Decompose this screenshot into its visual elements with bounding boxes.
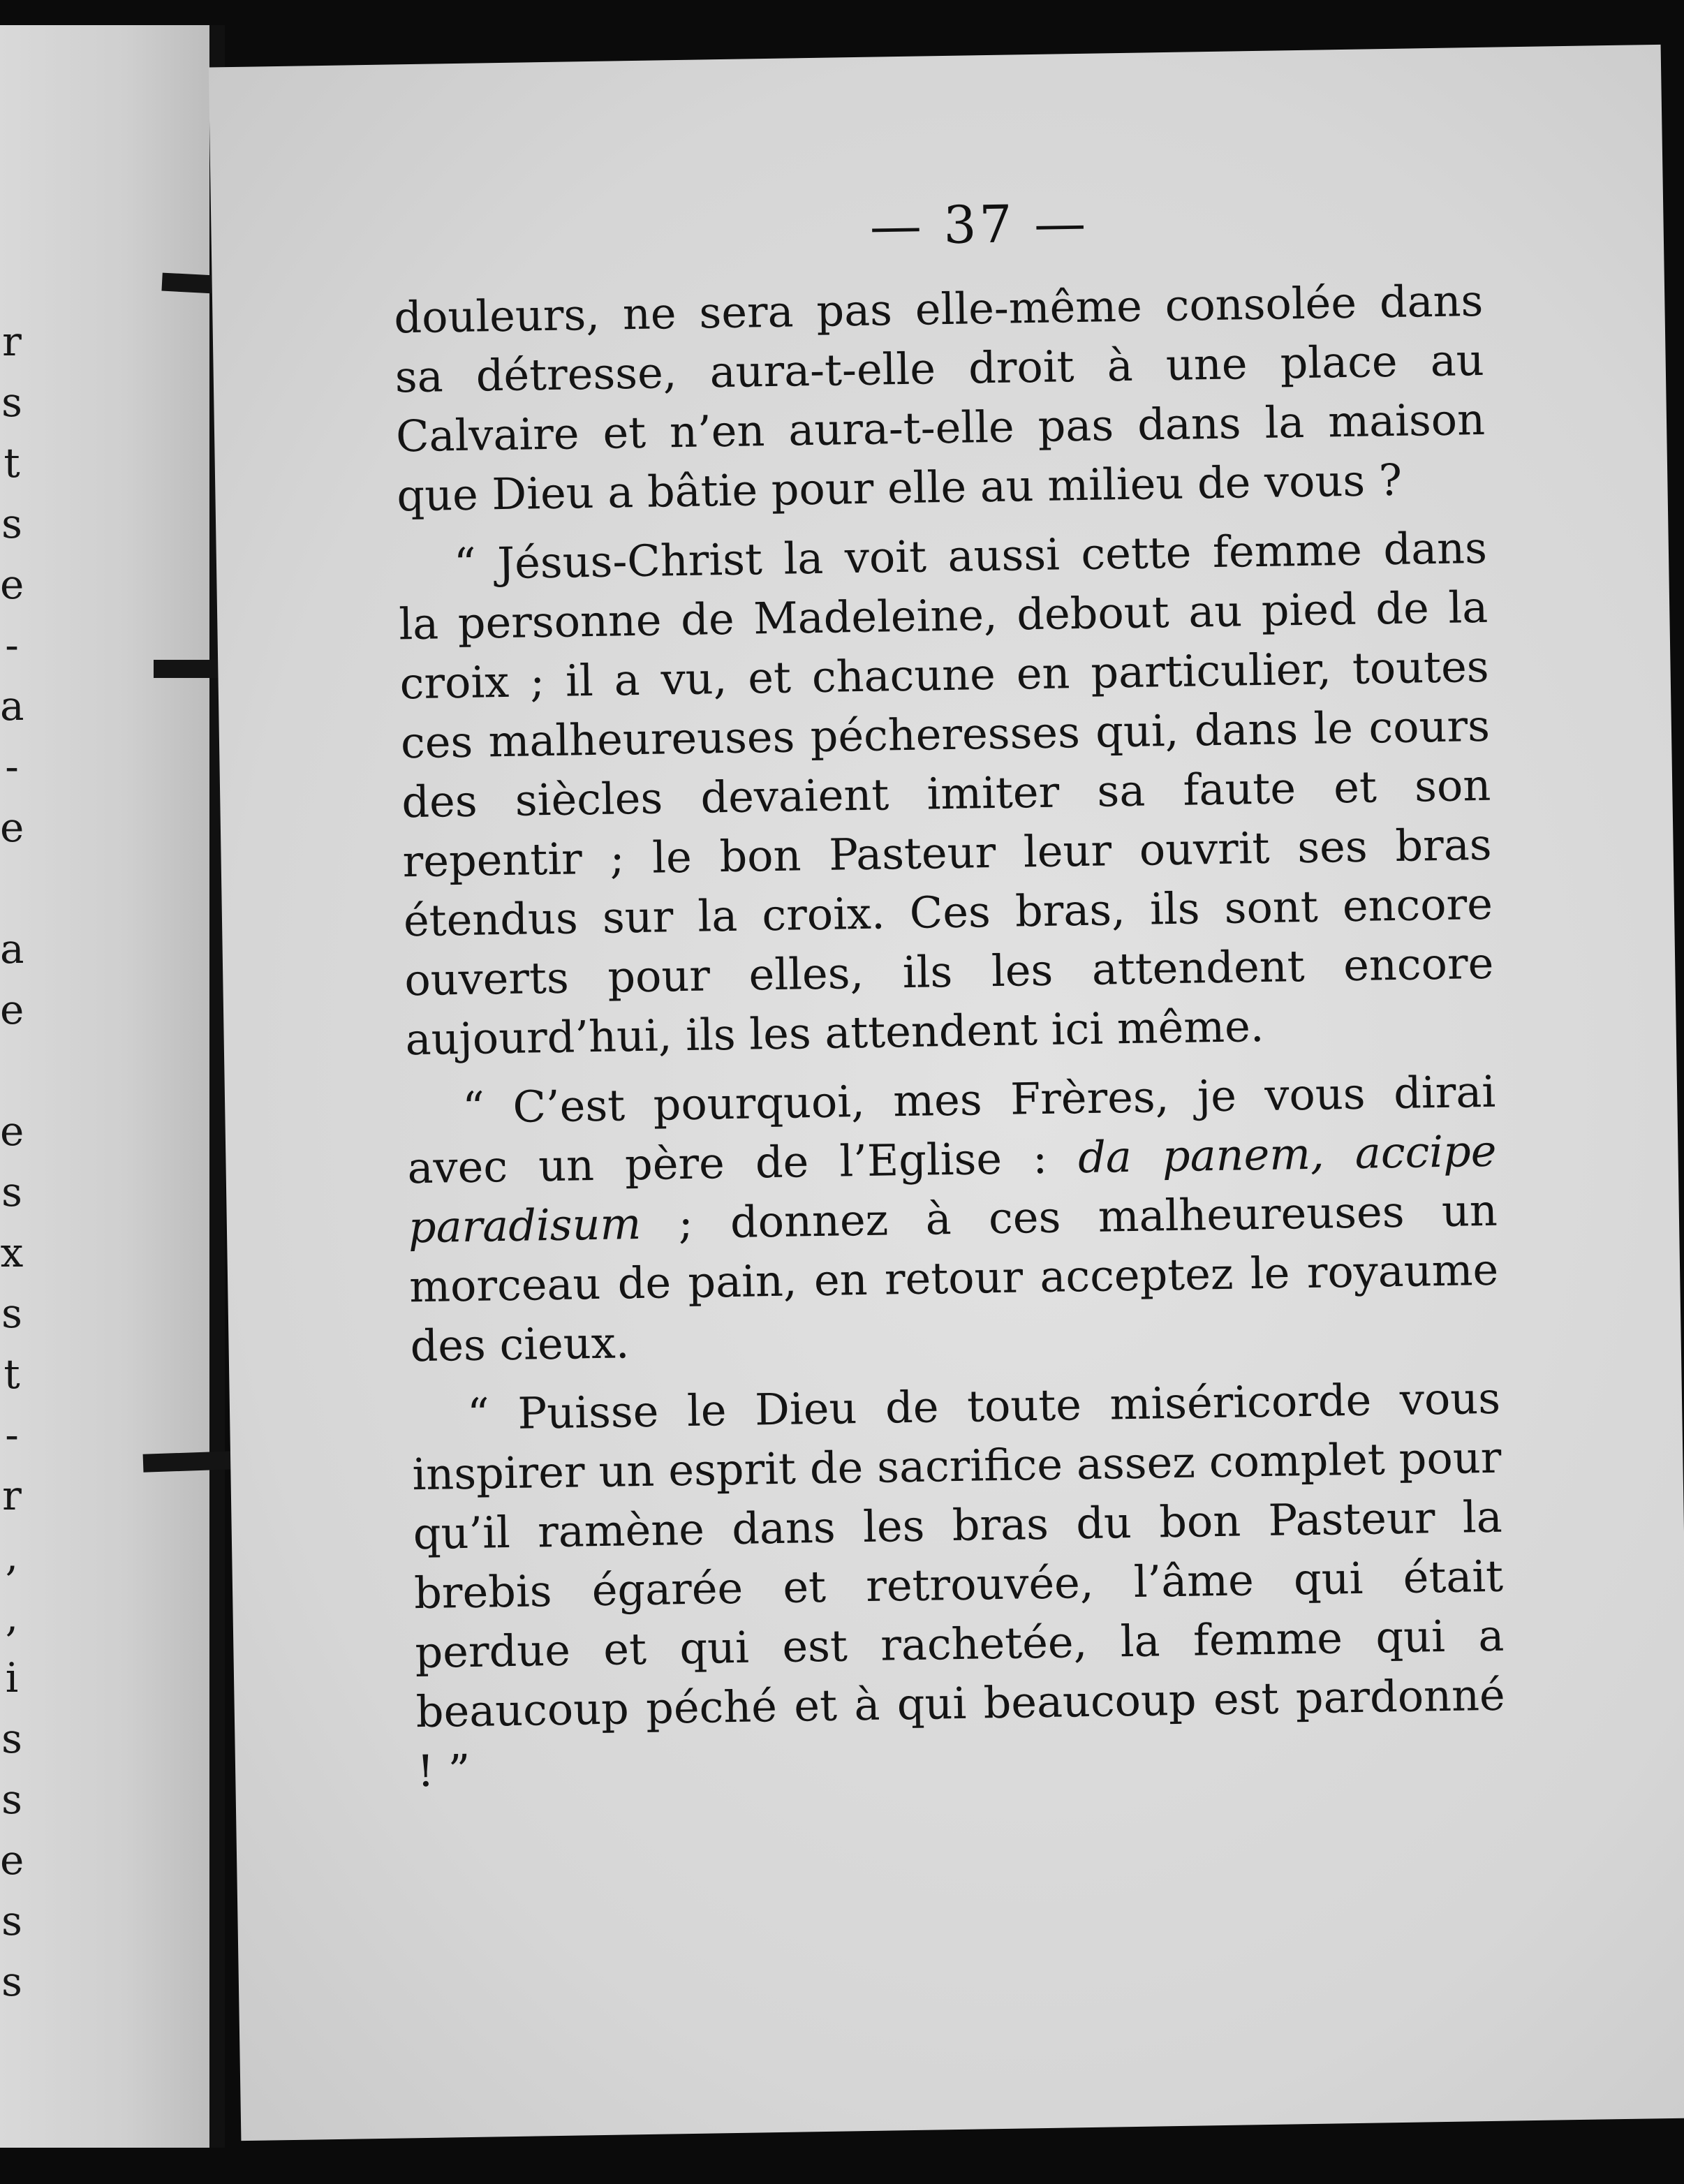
paragraph: “ Jésus-Christ la voit aussi cette femme dans la personne de Madeleine, debout au pied de la croix ; il a vu, et chacune en particulier, toutes ces malheureuses pécheresses qui, dans le cours des siècles devaient imiter sa faute et son repentir ; le bon Pasteur leur ouvrit ses bras étendus sur la croix. Ces bras, ils sont encore ouverts pour elles, ils les attendent encore aujourd’hui, ils les attendent ici même. bbox=[398, 522, 1494, 1065]
left-page-fragment: - bbox=[5, 743, 19, 790]
left-page-fragment: s bbox=[1, 1776, 22, 1823]
left-page-fragment: a bbox=[0, 925, 24, 973]
left-page-fragment: s bbox=[1, 1290, 22, 1337]
left-page-fragment: s bbox=[1, 1168, 22, 1216]
left-page-fragment: e bbox=[0, 804, 24, 851]
left-page-fragment bbox=[0, 1040, 24, 1101]
paragraph-text: ; donnez à ces malheureuses un morceau de pain, en retour acceptez le royaume des cieux. bbox=[408, 1184, 1499, 1372]
left-page-fragment: i bbox=[5, 1654, 19, 1702]
paragraph-text: “ C’est pourquoi, mes Frères, je vous dirai avec un père de l’Eglise : bbox=[407, 1065, 1496, 1194]
left-page-fragment bbox=[0, 858, 24, 919]
left-page-fragment: t bbox=[3, 1350, 20, 1398]
left-page-fragment: s bbox=[1, 1958, 22, 2005]
left-page-fragment: , bbox=[5, 1533, 19, 1580]
page-number: — 37 — bbox=[869, 193, 1089, 257]
left-page-fragment: - bbox=[5, 621, 19, 669]
latin-quote: da panem, accipe paradisum bbox=[408, 1125, 1497, 1253]
left-page-fragment: , bbox=[5, 1593, 19, 1641]
paragraph: douleurs, ne sera pas elle-même consolée dans sa détresse, aura-t-elle droit à une place au Calvaire et n’en aura-t-elle pas dans la maison que Dieu a bâtie pour elle au milieu de vous ? bbox=[393, 274, 1486, 522]
left-page-fragment: x bbox=[0, 1229, 24, 1276]
left-page-fragment: e bbox=[0, 1836, 24, 1884]
left-page-fragment: s bbox=[1, 378, 22, 426]
left-page-fragment: - bbox=[5, 1411, 19, 1459]
left-page-fragment: s bbox=[1, 500, 22, 547]
left-page-fragment: t bbox=[3, 439, 20, 487]
left-page-fragment: r bbox=[2, 1472, 22, 1519]
left-page-fragment: a bbox=[0, 682, 24, 730]
left-page-fragment: s bbox=[1, 1715, 22, 1762]
body-text bbox=[394, 271, 1507, 1810]
left-page-fragment: r bbox=[2, 318, 22, 365]
left-page-fragment: e bbox=[0, 561, 24, 608]
left-page-fragment: e bbox=[0, 1107, 24, 1155]
left-page-fragment: e bbox=[0, 986, 24, 1033]
book-page bbox=[209, 45, 1684, 2141]
paragraph bbox=[406, 1062, 1500, 1375]
paragraph: “ Puisse le Dieu de toute miséricorde vous inspirer un esprit de sacrifice assez complet pour qu’il ramène dans les bras du bon Pasteur la brebis égarée et retrouvée, l’âme qui était perdue et qui est rachetée, la femme qui a beaucoup péché et à qui beaucoup est pardonné ! ” bbox=[411, 1372, 1506, 1797]
left-page-line-endings bbox=[0, 311, 24, 2012]
left-page-fragment: s bbox=[1, 1897, 22, 1945]
adjacent-left-page bbox=[0, 25, 209, 2148]
